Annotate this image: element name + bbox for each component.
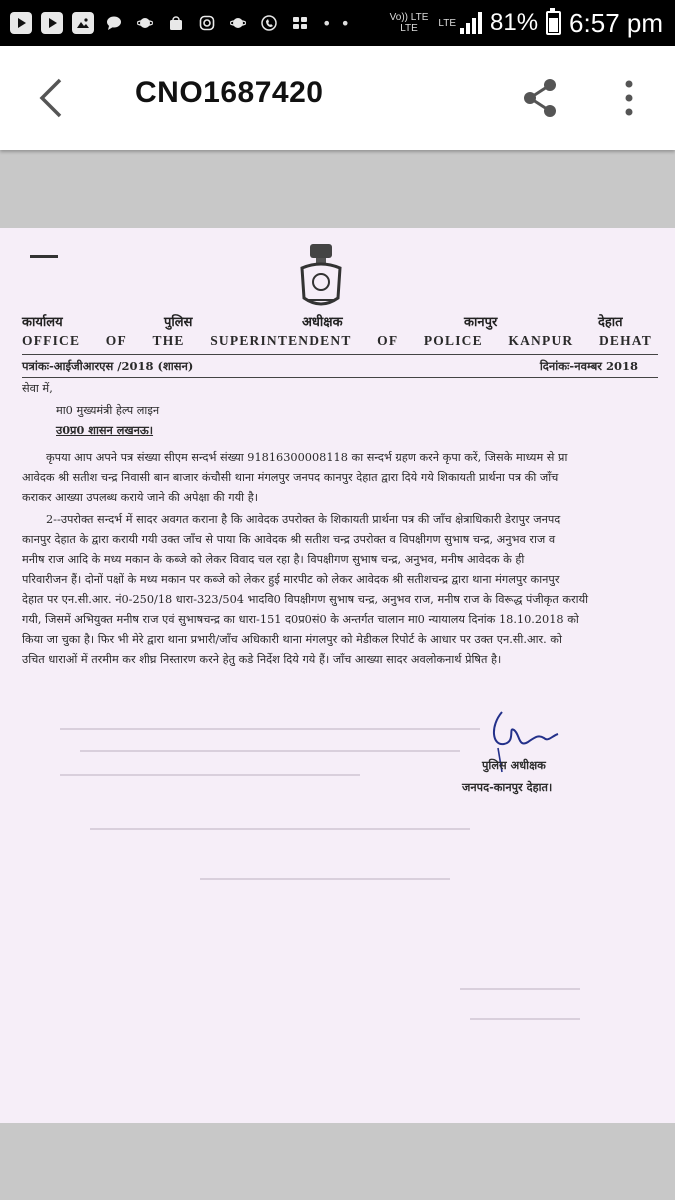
lte-indicator: LTE — [438, 17, 456, 29]
clock: 6:57 pm — [569, 7, 663, 38]
shopping-bag-icon — [165, 12, 187, 34]
show-through-mark — [460, 988, 580, 990]
document-image[interactable] — [0, 228, 675, 1123]
cards-icon — [289, 12, 311, 34]
body-line: कराकर आख्या उपलब्ध कराये जाने की अपेक्षा की गयी है। — [22, 491, 258, 504]
body-line: कृपया आप अपने पत्र संख्या सीएम सन्दर्भ संख्या 91816300008118 का सन्दर्भ ग्रहण करने कृपा करें, जिसके माध्यम से प्रा — [46, 451, 568, 464]
letter — [0, 228, 675, 1123]
header-hindi-word: अधीक्षक — [302, 315, 343, 330]
body-line: उचित धाराओं में तरमीम कर शीघ्र निस्तारण करने हेतु कडे निर्देश दिये गये हैं। जाँच आख्या सादर अवलोकनार्थ प्रेषित है। — [22, 653, 502, 666]
more-options-button[interactable] — [612, 76, 646, 120]
header-english-word: OFFICE — [22, 333, 81, 348]
header-english-word: THE — [152, 333, 185, 348]
instagram-icon — [196, 12, 218, 34]
signal-icon — [458, 12, 482, 34]
body-line: किया जा चुका है। फिर भी मेरे द्वारा थाना प्रभारी/जाँच अधिकारी थाना मंगलपुर को मेडीकल रिपोर्ट के आधार पर उक्त एन.सी.आर. को — [22, 633, 562, 646]
header-hindi-word: पुलिस — [164, 315, 193, 330]
volte-indicator — [390, 12, 429, 34]
body-line: परिवारीजन हैं। दोनों पक्षों के मध्य मकान पर कब्जे को लेकर हुई मारपीट को लेकर आवेदक श्री सतीशचन्द्र द्वारा थाना मंगलपुर कानपुर — [22, 573, 560, 586]
body-line: मनीष राज आदि के मध्य मकान के कब्जे को लेकर विवाद चल रहा है। विपक्षीगण सुभाष चन्द्र, अनुभव, मनीष आवेदक के ही — [22, 553, 525, 566]
body-line: 2--उपरोक्त सन्दर्भ में सादर अवगत कराना है कि आवेदक उपरोक्त के शिकायती प्रार्थना पत्र की जाँच क्षेत्राधिकारी डेरापुर जनपद — [46, 513, 561, 526]
header-english-word: SUPERINTENDENT — [210, 333, 352, 348]
addressee-line: मा0 मुख्यमंत्री हेल्प लाइन — [56, 404, 160, 417]
battery-percent: 81% — [490, 9, 539, 36]
header-hindi-word: कार्यालय — [22, 315, 63, 330]
share-icon — [518, 76, 562, 120]
show-through-mark — [470, 1018, 580, 1020]
salutation: सेवा में, — [22, 382, 53, 395]
show-through-mark — [60, 774, 360, 776]
body-line: कानपुर देहात के द्वारा करायी गयी उक्त जाँच से पाया कि आवेदक श्री सतीश चन्द्र उपरोक्त व विपक्षीगण सुभाष चन्द्र, अनुभव राज व — [22, 533, 556, 546]
letter-reference-number: पत्रांकः-आईजीआरएस /2018 (शासन) — [22, 359, 194, 373]
letter-date: दिनांकः-नवम्बर 2018 — [539, 359, 638, 373]
header-english — [22, 333, 652, 349]
corner-mark — [30, 255, 58, 258]
header-english-word: DEHAT — [598, 333, 652, 348]
status-bar — [0, 0, 675, 46]
youtube-icon — [10, 12, 32, 34]
header-english-word: OF — [377, 333, 399, 348]
back-arrow-icon — [30, 76, 74, 120]
body-line: गयी, जिसमें अभियुक्त मनीष राज एवं सुभाषचन्द्र का धारा-151 द0प्र0सं0 के अन्तर्गत चालान मा0 न्यायालय दिनांक 18.10.2018 को — [22, 613, 579, 626]
more-notifications-icon: • • — [322, 13, 352, 33]
addressee-line: उ0प्र0 शासन लखनऊ। — [56, 423, 154, 437]
more-vert-icon — [612, 76, 646, 120]
youtube-icon — [41, 12, 63, 34]
phone-icon — [258, 12, 280, 34]
chat-icon — [103, 12, 125, 34]
show-through-mark — [90, 828, 470, 830]
planet-icon — [134, 12, 156, 34]
show-through-mark — [60, 728, 480, 730]
body-line: देहात पर एन.सी.आर. नं0-250/18 धारा-323/504 भादवि0 विपक्षीगण सुभाष चन्द्र, अनुभव राज, मनीष राज के विरूद्ध पंजीकृत करायी — [22, 593, 589, 606]
signatory-title: पुलिस अधीक्षक — [482, 758, 546, 772]
app-bar — [0, 46, 675, 150]
header-english-word: POLICE — [423, 333, 483, 348]
page-title: CNO1687420 — [135, 76, 324, 109]
signatory-district: जनपद-कानपुर देहात। — [462, 780, 553, 794]
planet-icon — [227, 12, 249, 34]
gallery-icon — [72, 12, 94, 34]
volte-label-bottom: LTE — [400, 23, 418, 34]
header-hindi-word: कानपुर — [464, 315, 498, 330]
header-hindi-word: देहात — [598, 315, 623, 330]
share-button[interactable] — [518, 76, 562, 120]
header-english-word: OF — [105, 333, 127, 348]
battery-icon — [546, 11, 561, 35]
body-line: आवेदक श्री सतीश चन्द्र निवासी बान बाजार कंचौसी थाना मंगलपुर जनपद कानपुर देहात द्वारा दिये गये शिकायती प्रार्थना पत्र की जाँच — [22, 471, 559, 484]
volte-label-top: Vo)) LTE — [389, 12, 429, 23]
notification-icons — [10, 9, 352, 37]
show-through-mark — [200, 878, 450, 880]
reference-line — [22, 354, 658, 378]
status-indicators — [390, 8, 663, 38]
header-english-word: KANPUR — [508, 333, 574, 348]
police-emblem-icon — [296, 242, 346, 312]
back-button[interactable] — [30, 76, 74, 120]
show-through-mark — [80, 750, 460, 752]
